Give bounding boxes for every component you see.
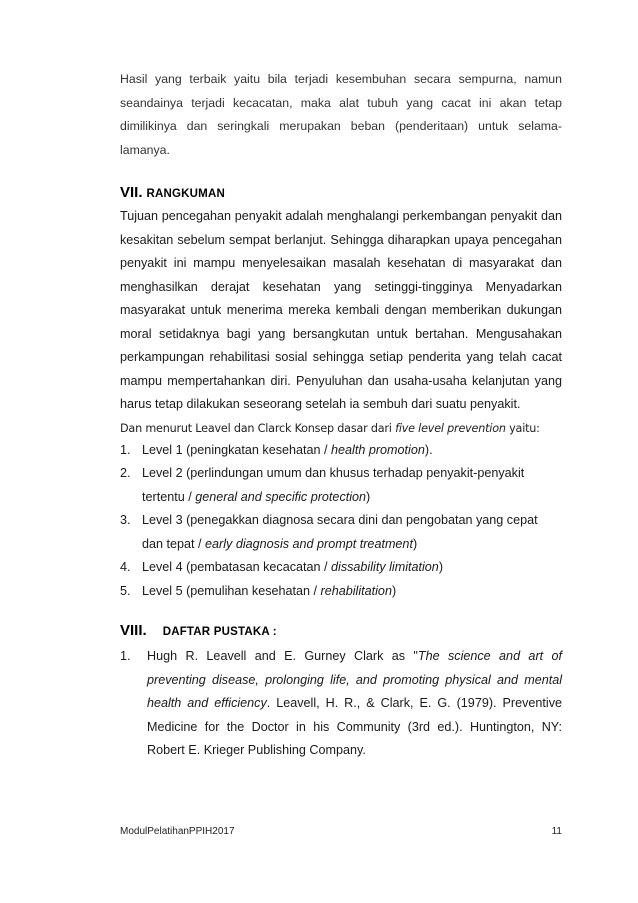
list-item-text	[142, 439, 433, 463]
list-item-text-italic: general and specific protection	[195, 489, 367, 504]
page-footer	[120, 826, 562, 837]
list-item-text-end: )	[391, 583, 397, 598]
list-item-number: 2.	[120, 466, 131, 480]
list-item-text-italic: rehabilitation	[320, 583, 392, 598]
page-content	[120, 68, 562, 763]
list-item-number: 5.	[120, 583, 131, 598]
list-item-text-italic: health promotion	[331, 442, 425, 457]
reference-text	[147, 645, 562, 763]
summary-paragraph: Tujuan pencegahan penyakit adalah menghalangi perkembangan penyakit dan kesakitan sebelum sempat berlanjut. Sehingga diharapkan upaya pencegahan penyakit ini mampu menyelesaikan masalah kesehatan di masyarakat dan menghasilkan derajat kesehatan yang setinggi-tingginya Menyadarkan masyarakat untuk menerima mereka kembali dengan memberikan dukungan moral setidaknya bagi yang bersangkutan untuk bertahan. Mengusahakan perkampungan rehabilitasi sosial sehingga setiap penderita yang telah cacat mampu mempertahankan diri. Penyuluhan dan usaha-usaha kelanjutan yang harus tetap dilakukan seseorang setelah ia sembuh dari suatu penyakit.	[120, 209, 562, 411]
list-item-text-italic: early diagnosis and prompt treatment	[205, 536, 413, 551]
list-item-text-main: Level 3 (penegakkan diagnosa secara dini dan pengobatan yang cepat dan tepat /	[142, 513, 538, 551]
prevention-intro-line	[120, 419, 562, 439]
reference-list	[120, 645, 562, 763]
list-item-number: 1.	[120, 442, 131, 457]
list-item-number: 4.	[120, 560, 131, 574]
list-item	[120, 462, 562, 509]
reference-number: 1.	[120, 649, 131, 663]
list-item	[120, 439, 562, 463]
list-item-text-main: Level 2 (perlindungan umum dan khusus terhadap penyakit-penyakit tertentu /	[142, 466, 525, 504]
section-8-title: DAFTAR PUSTAKA :	[162, 626, 277, 638]
prevention-intro-end: yaitu:	[505, 421, 540, 435]
section-8-heading	[120, 622, 562, 639]
section-7-number: VII.	[120, 184, 143, 201]
list-item-text-end: )	[366, 489, 371, 504]
page-number: 11	[551, 826, 562, 837]
section-7-title: RANGKUMAN	[146, 188, 225, 200]
list-item-text-end: )	[412, 536, 418, 551]
list-item-text	[142, 580, 396, 604]
list-item	[120, 509, 562, 556]
prevention-level-list	[120, 439, 562, 604]
section-8-number: VIII.	[120, 622, 147, 639]
list-item	[120, 580, 562, 604]
list-item-text-main: Level 4 (pembatasan kecacatan /	[142, 560, 332, 574]
list-item-text-italic: dissability limitation	[331, 560, 439, 574]
footer-module-name: ModulPelatihanPPIH2017	[120, 826, 235, 837]
reference-text-end: . Leavell, H. R., & Clark, E. G. (1979). Preventive Medicine for the Doctor in his Community (3rd ed.). Huntington, NY: Robert E. Krieger Publishing Company.	[147, 696, 562, 757]
list-item-number: 3.	[120, 513, 131, 527]
list-item-text-main: Level 5 (pemulihan kesehatan /	[142, 583, 321, 598]
list-item-text	[142, 509, 562, 556]
prevention-intro-start: Dan menurut Leavel dan Clarck Konsep dasar dari	[120, 421, 396, 435]
section-7-heading	[120, 184, 562, 201]
list-item	[120, 645, 562, 763]
list-item	[120, 556, 562, 580]
list-item-text-main: Level 1 (peningkatan kesehatan /	[142, 442, 332, 457]
list-item-text-end: ).	[424, 442, 433, 457]
prevention-intro-italic: five level prevention	[395, 421, 506, 435]
list-item-text	[142, 462, 562, 509]
reference-text-main: Hugh R. Leavell and E. Gurney Clark as "	[147, 649, 418, 663]
reference-text-italic: The science and art of preventing disease, prolonging life, and promoting physical and mental health and efficiency	[147, 649, 562, 710]
intro-paragraph: Hasil yang terbaik yaitu bila terjadi kesembuhan secara sempurna, namun seandainya terjadi kecacatan, maka alat tubuh yang cacat ini akan tetap dimilikinya dan seringkali merupakan beban (penderitaan) untuk selama-lamanya.	[120, 72, 562, 157]
list-item-text	[142, 556, 443, 580]
list-item-text-end: )	[438, 560, 444, 574]
